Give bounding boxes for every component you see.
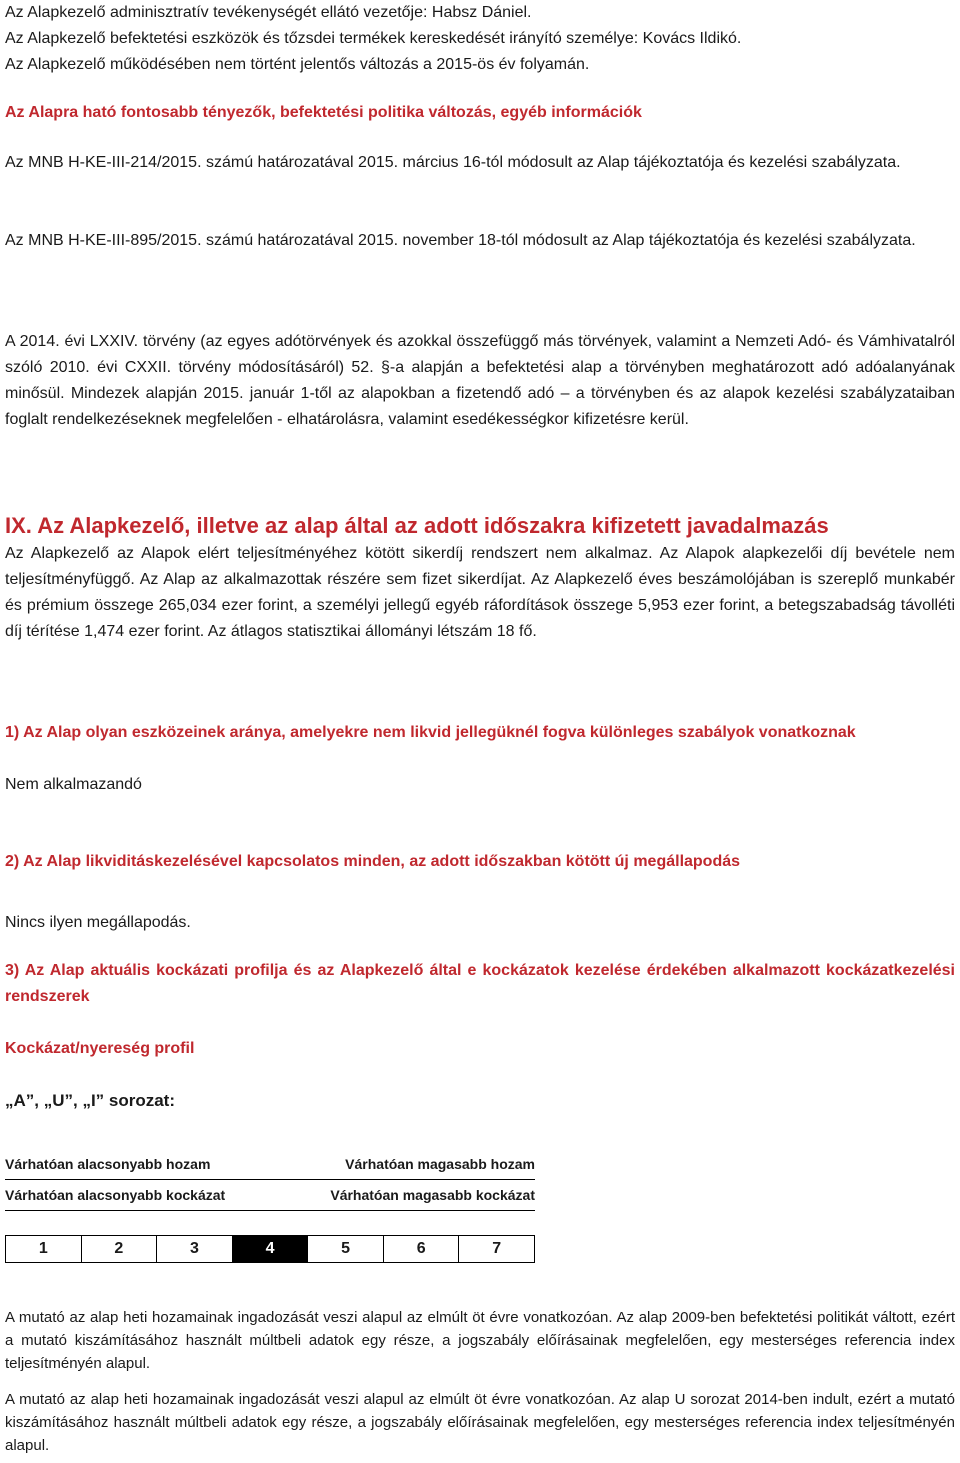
risk-profile-heading: Kockázat/nyereség profil: [5, 1040, 195, 1057]
risk-level-cell-selected: 4: [232, 1236, 308, 1262]
risk-level-cell: 6: [383, 1236, 459, 1262]
paragraph-remuneration: Az Alapkezelő az Alapok elért teljesítményéhez kötött sikerdíj rendszert nem alkalmaz. Az Alapok alapkezelői díj bevétele nem teljesítményfüggő. Az Alap az alkalmazottak részére sem fizet sikerdíjat. Az Alapkezelő éves beszámolójában is szereplő munkabér és prémium összege 265,034 ezer forint, a személyi jellegű egyéb ráfordítások összege 5,953 ezer forint, a betegszabadság távolléti díj térítése 1,474 ezer forint. Az átlagos statisztikai állományi létszám 18 fő.: [5, 545, 955, 640]
paragraph-mnb-895: Az MNB H-KE-III-895/2015. számú határozatával 2015. november 18-tól módosult az Alap tájékoztatója és kezelési szabályzata.: [5, 232, 916, 249]
paragraph-tax-law: A 2014. évi LXXIV. törvény (az egyes adótörvények és azokkal összefüggő más törvények, valamint a Nemzeti Adó- és Vámhivatalról szóló 2010. évi CXXII. törvény módosításáról) 52. §-a alapján a befektetési alap a törvényben meghatározott adó adóalanyának minősül. Mindezek alapján 2015. január 1-től az alapokban a fizetendő adó – a törvényben és az alapok kezelési szabályzataiban foglalt rendelkezéseknek megfelelően - elhatárolásra, valamint esedékességkor kifizetésre kerül.: [5, 333, 955, 428]
lower-risk-label: Várhatóan alacsonyabb kockázat: [5, 1187, 226, 1203]
note-series-a-text: A mutató az alap heti hozamainak ingadozását veszi alapul az elmúlt öt évre vonatkozóan. Az alap 2009-ben befektetési politikát váltott, ezért a mutató kiszámításához használt múltbeli adatok egy része, a jogszabály előírásainak megfelelően, egy mesterséges referencia index teljesítményén alapul.: [5, 1309, 955, 1372]
chapter-heading-remuneration: IX. Az Alapkezelő, illetve az alap által az adott időszakra kifizetett javadalmazás: [5, 513, 829, 538]
intro-line-trading-person: Az Alapkezelő befektetési eszközök és tőzsdei termékek kereskedését irányító személye: Kovács Ildikó.: [5, 30, 742, 47]
question-1-answer: Nem alkalmazandó: [5, 776, 142, 793]
section-heading-factors: Az Alapra ható fontosabb tényezők, befektetési politika változás, egyéb információk: [5, 104, 642, 121]
risk-scale-labels: [5, 1156, 535, 1216]
lower-return-label: Várhatóan alacsonyabb hozam: [5, 1156, 211, 1172]
risk-scale: [5, 1235, 535, 1263]
note-series-u: [5, 1388, 955, 1457]
note-series-a: [5, 1306, 955, 1375]
risk-level-cell: 2: [81, 1236, 157, 1262]
risk-level-cell: 1: [38, 1240, 48, 1257]
scale-divider: [5, 1210, 535, 1211]
scale-divider: [5, 1179, 535, 1180]
risk-level-cell: 5: [307, 1236, 383, 1262]
intro-block: [5, 0, 955, 78]
risk-level-cell: 7: [458, 1236, 534, 1262]
intro-line-no-change: Az Alapkezelő működésében nem történt jelentős változás a 2015-ös év folyamán.: [5, 56, 590, 73]
intro-line-admin-leader: Az Alapkezelő adminisztratív tevékenységét ellátó vezetője: Habsz Dániel.: [5, 4, 532, 21]
higher-return-label: Várhatóan magasabb hozam: [345, 1156, 535, 1172]
paragraph-mnb-214: Az MNB H-KE-III-214/2015. számú határozatával 2015. március 16-tól módosult az Alap tájékoztatója és kezelési szabályzata.: [5, 154, 901, 171]
higher-risk-label: Várhatóan magasabb kockázat: [330, 1187, 535, 1203]
risk-level-cell: 3: [156, 1236, 232, 1262]
note-series-u-text: A mutató az alap heti hozamainak ingadozását veszi alapul az elmúlt öt évre vonatkozóan. Az alap U sorozat 2014-ben indult, ezért a mutató kiszámításához használt múltbeli adatok egy része, a jogszabály előírásainak megfelelően, egy mesterséges referencia index teljesítményén alapul.: [5, 1391, 955, 1454]
question-2-heading: 2) Az Alap likviditáskezelésével kapcsolatos minden, az adott időszakban kötött új megállapodás: [5, 853, 741, 870]
question-3-heading: 3) Az Alap aktuális kockázati profilja és az Alapkezelő által e kockázatok kezelése érdekében alkalmazott kockázatkezelési rendszerek: [5, 962, 955, 1005]
series-label: „A”, „U”, „I” sorozat:: [5, 1091, 176, 1110]
question-1-heading: 1) Az Alap olyan eszközeinek aránya, amelyekre nem likvid jellegüknél fogva különleges szabályok vonatkoznak: [5, 724, 856, 741]
question-2-answer: Nincs ilyen megállapodás.: [5, 914, 191, 931]
